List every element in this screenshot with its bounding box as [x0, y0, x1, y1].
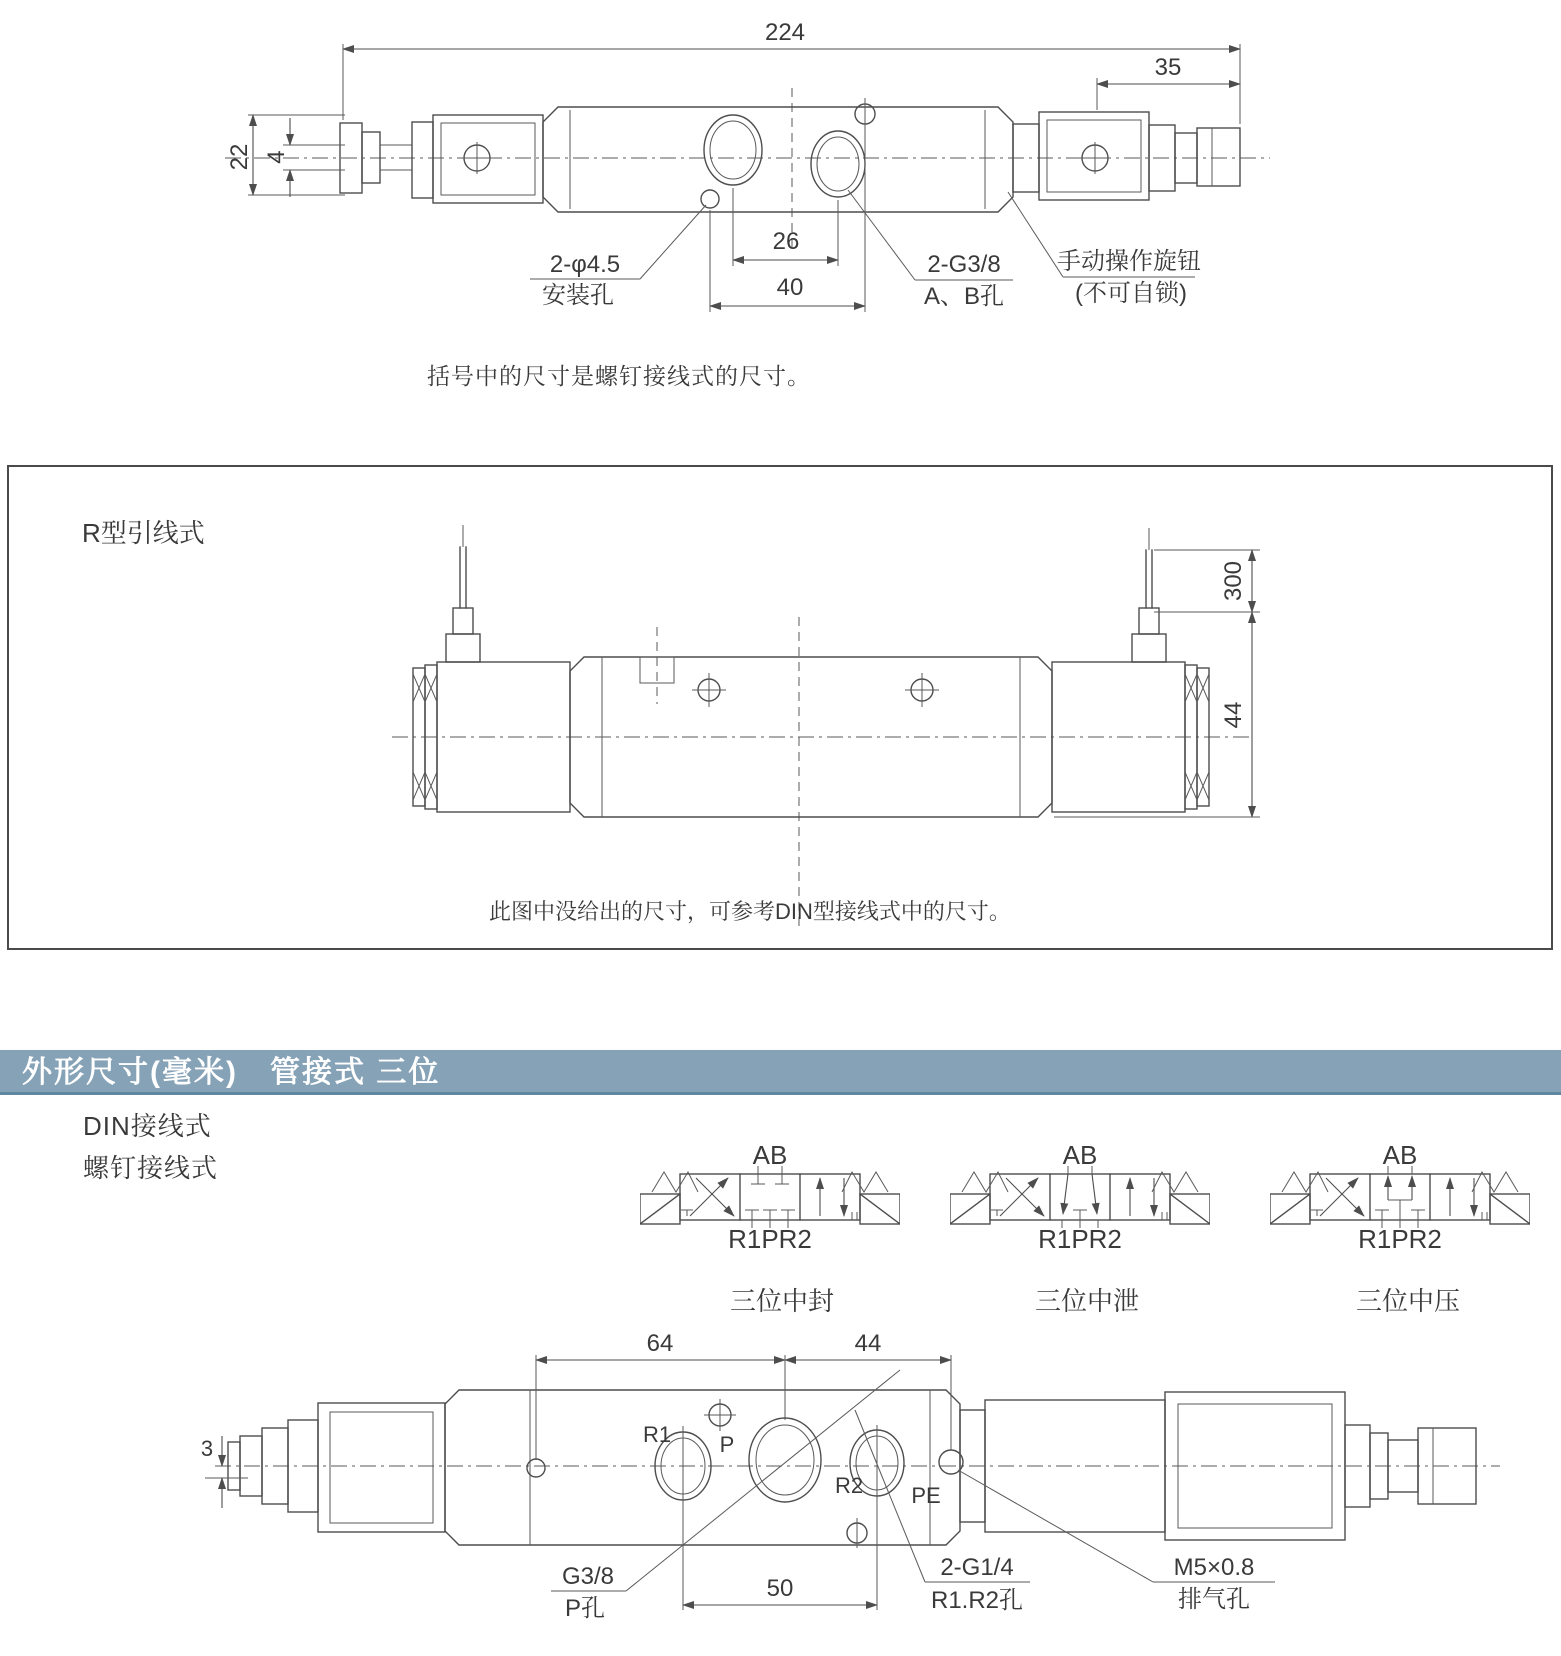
symbol-top-ports: AB: [752, 1140, 788, 1170]
section-header-bar: [0, 1050, 1561, 1095]
valve-symbol-center-closed: [640, 1130, 900, 1320]
dim-port-span: 50: [766, 1575, 794, 1602]
dim-left-span: 64: [646, 1330, 674, 1357]
dim-height: 22: [226, 143, 253, 171]
section-header-title: 外形尺寸(毫米) 管接式 三位: [22, 1056, 441, 1089]
r-type-title: R型引线式: [82, 518, 205, 548]
dim-offset: 3: [200, 1436, 214, 1461]
r-type-drawing: [9, 467, 1551, 948]
symbol-bottom-ports: R1PR2: [1358, 1224, 1442, 1254]
mount-hole-bottom: [701, 190, 719, 208]
port-b: [811, 131, 865, 197]
port-a: [704, 115, 762, 185]
valve-symbol-center-pressure: [1270, 1130, 1530, 1320]
note-screw-terminal: 括号中的尺寸是螺钉接线式的尺寸。: [427, 363, 811, 389]
r-ports-label: R1.R2孔: [930, 1587, 1024, 1614]
top-dimension-drawing: [0, 0, 1561, 335]
port-label: A、B孔: [923, 283, 1005, 310]
p-port-label: P孔: [564, 1595, 606, 1622]
p-port-label: G3/8: [561, 1563, 615, 1590]
r-type-section-box: [7, 465, 1553, 950]
dim-right: 35: [1154, 54, 1182, 81]
valve-body: [445, 1390, 960, 1545]
dim-body-height: 44: [1220, 701, 1247, 729]
symbol-caption: 三位中泄: [1034, 1286, 1140, 1316]
symbol-bottom-ports: R1PR2: [1038, 1224, 1122, 1254]
r-type-note: 此图中没给出的尺寸，可参考DIN型接线式中的尺寸。: [489, 899, 1011, 924]
port-label-r1: R1: [642, 1422, 672, 1447]
dim-port-spacing: 26: [772, 228, 800, 255]
symbol-bottom-ports: R1PR2: [728, 1224, 812, 1254]
symbol-top-ports: AB: [1062, 1140, 1098, 1170]
port-label: 2-G3/8: [927, 251, 1001, 278]
bottom-dimension-drawing: [0, 1300, 1561, 1656]
mount-hole-label: 2-φ4.5: [549, 251, 621, 278]
exhaust-label: M5×0.8: [1173, 1554, 1255, 1581]
port-label-r2: R2: [834, 1473, 864, 1498]
knob-label: (不可自锁): [1075, 280, 1187, 307]
dim-overall: 224: [764, 19, 806, 46]
symbol-top-ports: AB: [1382, 1140, 1418, 1170]
dim-stem: 4: [263, 150, 290, 164]
symbol-caption: 三位中封: [729, 1286, 835, 1316]
port-label-pe: PE: [911, 1483, 941, 1508]
dim-wire-length: 300: [1220, 560, 1247, 602]
symbol-caption: 三位中压: [1355, 1286, 1461, 1316]
exhaust-label: 排气孔: [1178, 1586, 1250, 1613]
dim-right-span: 44: [854, 1330, 882, 1357]
label-screw-wiring: 螺钉接线式: [83, 1153, 219, 1183]
r-ports-label: 2-G1/4: [940, 1554, 1014, 1581]
dim-hole-spacing: 40: [776, 274, 804, 301]
label-din-wiring: DIN接线式: [83, 1111, 212, 1141]
knob-label: 手动操作旋钮: [1057, 248, 1201, 275]
port-p: [749, 1418, 821, 1502]
valve-symbol-center-exhaust: [950, 1130, 1210, 1320]
valve-body: [543, 107, 1013, 212]
port-label-p: P: [719, 1432, 735, 1457]
mount-hole-label: 安装孔: [542, 282, 614, 309]
